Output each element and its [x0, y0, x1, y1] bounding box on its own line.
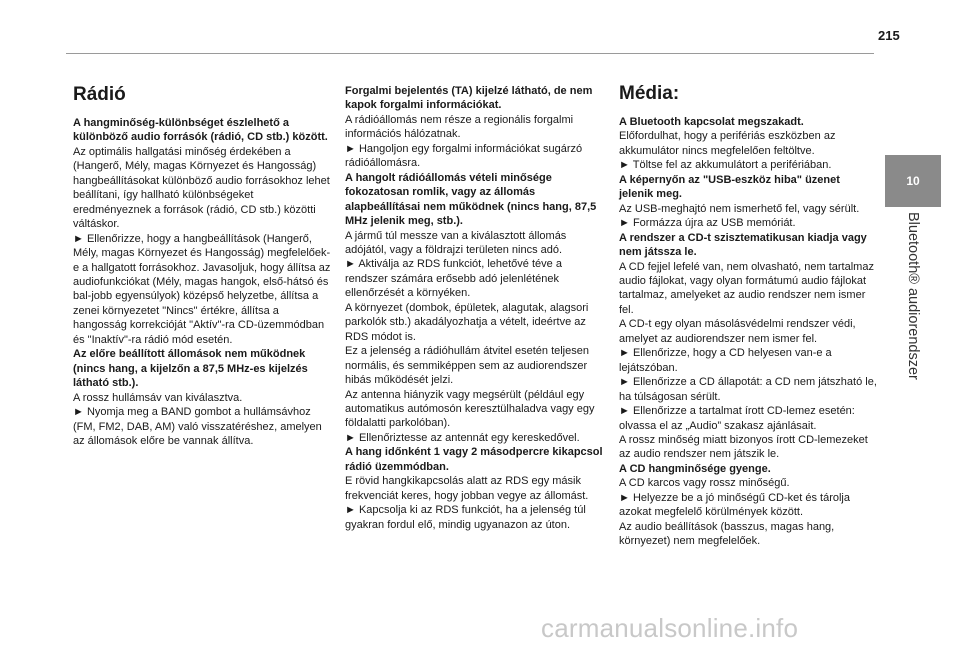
paragraph: ► Ellenőrizze a CD állapotát: a CD nem játszható le, ha túlságosan sérült.	[619, 376, 877, 403]
section-heading-radio: Rádió	[73, 84, 126, 105]
paragraph: A rádióállomás nem része a regionális forgalmi információs hálózatnak.	[345, 113, 574, 141]
paragraph: ► Kapcsolja ki az RDS funkciót, ha a jelenség túl gyakran fordul elő, mindig ugyanazon az úton.	[345, 504, 586, 531]
chapter-tab	[885, 155, 941, 207]
page-number: 215	[878, 28, 900, 43]
column-radio	[73, 84, 331, 448]
paragraph: ► Ellenőrizze a tartalmat írott CD-lemez esetén: olvassa el az „Audio” szakasz ajánlásait.	[619, 405, 855, 432]
section-heading-media: Média:	[619, 83, 680, 104]
paragraph: A rossz minőség miatt bizonyos írott CD-lemezeket az audio rendszer nem játszik le.	[619, 433, 868, 461]
paragraph-heading: A hangminőség-különbséget észlelhető a különböző audio forrásók (rádió, CD stb.) között.	[73, 117, 328, 144]
paragraph: Előfordulhat, hogy a perifériás eszközben az akkumulátor nincs megfelelően feltöltve.	[619, 130, 836, 157]
column-traffic-body	[345, 84, 603, 532]
paragraph: ► Ellenőriztesse az antennát egy kereskedővel.	[345, 431, 580, 444]
paragraph: A rossz hullámsáv van kiválasztva.	[73, 391, 243, 404]
paragraph: ► Nyomja meg a BAND gombot a hullámsávhoz (FM, FM2, DAB, AM) való visszatéréshez, amelyen az állomások előre be vannak állítva.	[73, 406, 322, 447]
paragraph-heading: Az előre beállított állomások nem működnek (nincs hang, a kijelzőn a 87,5 MHz-es kijelzés látható stb.).	[73, 348, 308, 390]
paragraph: A CD karcos vagy rossz minőségű.	[619, 477, 790, 490]
paragraph: A környezet (dombok, épületek, alagutak, alagsori parkolók stb.) akadályozhatja a vételt, ideértve az RDS módot is.	[345, 301, 589, 343]
paragraph: ► Ellenőrizze, hogy a CD helyesen van-e a lejátszóban.	[619, 347, 832, 374]
chapter-title-container	[885, 212, 941, 412]
paragraph: Az USB-meghajtó nem ismerhető fel, vagy sérült.	[619, 202, 860, 215]
header-divider	[66, 53, 874, 54]
paragraph: ► Helyezze be a jó minőségű CD-ket és tárolja azokat megfelelő körülmények között.	[619, 491, 850, 519]
chapter-title: Bluetooth® audiorendszer	[905, 212, 921, 380]
paragraph-heading: A Bluetooth kapcsolat megszakadt.	[619, 116, 804, 128]
paragraph: ► Aktiválja az RDS funkciót, lehetővé téve a rendszer számára erősebb adó jelenlétének ellenőrzését a környéken.	[345, 258, 562, 300]
paragraph-heading: A CD hangminősége gyenge.	[619, 462, 771, 475]
paragraph: A CD-t egy olyan másolásvédelmi rendszer védi, amelyet az audiorendszer nem ismer fel.	[619, 318, 856, 345]
paragraph: A CD fejjel lefelé van, nem olvasható, nem tartalmaz audio fájlokat, vagy olyan formátumú audio fájlokat tartalmaz, amelyeket az audio rendszer nem ismer fel.	[619, 260, 874, 316]
paragraph: Az optimális hallgatási minőség érdekében a (Hangerő, Mély, magas Környezet és Hangosság) hangbeállításokat különböző audio forrásokhoz lehet beállítani, így hallható különbségeket eredményeznek a források (rádió, CD stb.) közötti váltáskor.	[73, 145, 330, 231]
column-media-body	[619, 115, 877, 549]
paragraph: Ez a jelenség a rádióhullám átvitel esetén teljesen normális, és semmiképpen sem az audiorendszer hibás működését jelzi.	[345, 345, 589, 387]
column-radio-body	[73, 116, 331, 448]
paragraph-heading: Forgalmi bejelentés (TA) kijelzé látható, de nem kapok forgalmi információkat.	[345, 85, 593, 112]
column-media	[619, 83, 877, 549]
paragraph-heading: A rendszer a CD-t szisztematikusan kiadja vagy nem játssza le.	[619, 231, 867, 259]
paragraph: ► Hangoljon egy forgalmi információkat sugárzó rádióállomásra.	[345, 142, 583, 170]
paragraph: A jármű túl messze van a kiválasztott állomás adójától, vagy a földrajzi területen nincs adó.	[345, 229, 567, 256]
column-traffic	[345, 84, 603, 532]
paragraph: ► Formázza újra az USB memóriát.	[619, 217, 796, 230]
paragraph-heading: A hang időnként 1 vagy 2 másodpercre kikapcsol rádió üzemmódban.	[345, 446, 603, 473]
paragraph: E rövid hangkikapcsolás alatt az RDS egy másik frekvenciát keres, hogy jobban vegye az állomást.	[345, 475, 589, 502]
paragraph-heading: A hangolt rádióállomás vételi minősége fokozatosan romlik, vagy az állomás alapbeállításai nem működnek (nincs hang, 87,5 MHz jelenik meg, stb.).	[345, 171, 597, 228]
paragraph: Az audio beállítások (basszus, magas hang, környezet) nem megfelelőek.	[619, 520, 835, 548]
paragraph: ► Töltse fel az akkumulátort a perifériában.	[619, 159, 832, 172]
watermark: carmanualsonline.info	[541, 613, 799, 643]
paragraph-heading: A képernyőn az "USB-eszköz hiba" üzenet jelenik meg.	[619, 173, 840, 201]
paragraph: ► Ellenőrizze, hogy a hangbeállítások (Hangerő, Mély, magas Környezet és Hangosság) megfelelőek-e a hallgatott forrásokhoz. Javasoljuk, hogy állítsa az audiofunkciókat (Mély, magas hangok, első-hátsó és bal-jobb egyensúlyok) középső helyzetbe, állítsa a zenei környezetet "Nincs" értékre, állítsa a hangosság korrekcióját "Aktív"-ra CD-üzemmódban és "Inaktív"-ra rádió mód esetén.	[73, 232, 331, 346]
paragraph: Az antenna hiányzik vagy megsérült (például egy automatikus autómosón keresztülhaladva vagy egy földalatti parkolóban).	[345, 388, 595, 430]
chapter-number: 10	[906, 174, 920, 188]
